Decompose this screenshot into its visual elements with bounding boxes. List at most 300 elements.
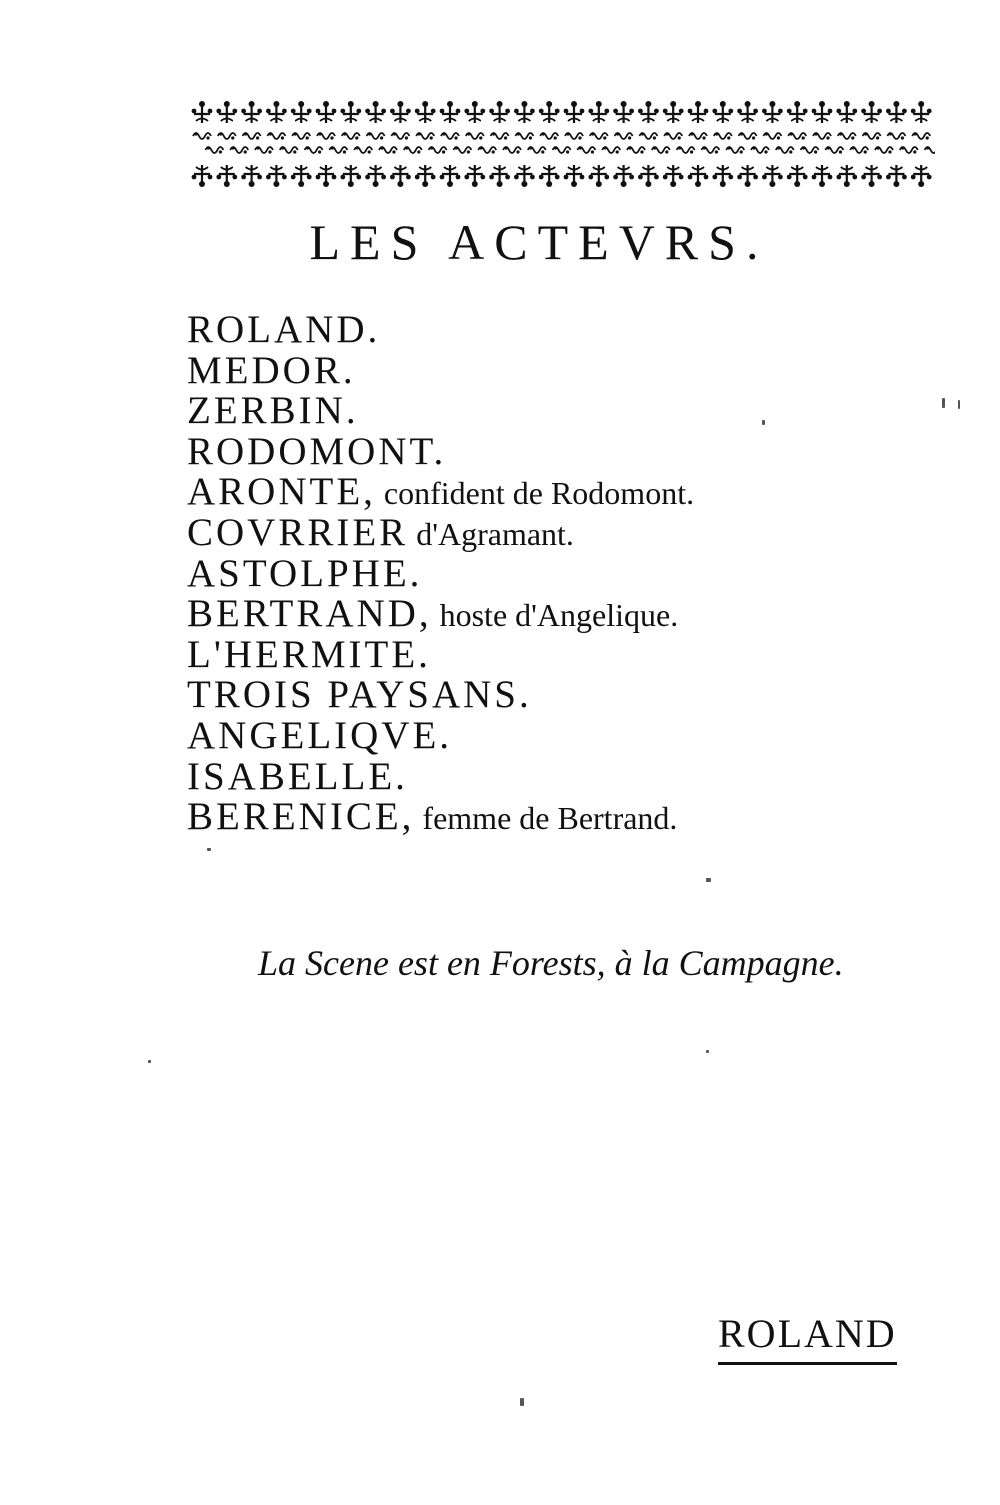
ink-speck xyxy=(520,1398,524,1406)
fleuron-bud xyxy=(456,109,461,114)
scroll-dot xyxy=(678,146,681,149)
scroll-dot xyxy=(876,136,879,139)
fleuron-bud xyxy=(216,109,221,114)
scroll-dot xyxy=(517,132,520,135)
fleuron-bud xyxy=(886,109,891,114)
scroll-dot xyxy=(331,146,334,149)
fleuron-ornament-icon xyxy=(190,98,935,190)
fleuron-bud xyxy=(688,175,693,180)
fleuron-bud xyxy=(745,101,751,107)
fleuron-bud xyxy=(844,181,850,187)
scroll-dot xyxy=(405,136,408,139)
scroll-dot xyxy=(764,150,767,153)
scroll-dot xyxy=(591,132,594,135)
scroll-dot xyxy=(268,150,271,153)
fleuron-bud xyxy=(192,109,197,114)
scroll-dot xyxy=(578,136,581,139)
fleuron-bud xyxy=(778,109,783,114)
fleuron-bud xyxy=(521,181,527,187)
scroll-dot xyxy=(851,136,854,139)
scroll-dot xyxy=(256,136,259,139)
scroll-dot xyxy=(604,146,607,149)
fleuron-bud xyxy=(431,109,436,114)
scroll-dot xyxy=(405,146,408,149)
fleuron-bud xyxy=(596,101,602,107)
fleuron-bud xyxy=(514,175,519,180)
scroll-dot xyxy=(207,146,210,149)
fleuron-bud xyxy=(769,181,775,187)
scroll-dot xyxy=(231,136,234,139)
scroll-dot xyxy=(690,150,693,153)
scroll-dot xyxy=(727,136,730,139)
fleuron-bud xyxy=(257,175,262,180)
fleuron-bud xyxy=(737,109,742,114)
fleuron-bud xyxy=(621,181,627,187)
scroll-dot xyxy=(790,132,793,135)
scroll-dot xyxy=(541,150,544,153)
scroll-dot xyxy=(665,150,668,153)
scroll-dot xyxy=(343,132,346,135)
fleuron-bud xyxy=(861,109,866,114)
fleuron-bud xyxy=(645,101,651,107)
cast-description: femme de Bertrand. xyxy=(414,800,678,837)
scroll-dot xyxy=(653,146,656,149)
scroll-dot xyxy=(554,136,557,139)
cast-name: BERTRAND, xyxy=(187,592,432,636)
scroll-dot xyxy=(219,132,222,135)
fleuron-bud xyxy=(447,181,453,187)
cast-item xyxy=(187,510,694,554)
scroll-dot xyxy=(616,150,619,153)
fleuron-bud xyxy=(397,181,403,187)
scroll-dot xyxy=(715,150,718,153)
scroll-dot xyxy=(827,146,830,149)
fleuron-bud xyxy=(712,109,717,114)
cast-name: ROLAND. xyxy=(187,308,381,351)
fleuron-bud xyxy=(415,175,420,180)
fleuron-bud xyxy=(745,181,751,187)
scroll-dot xyxy=(306,136,309,139)
fleuron-bud xyxy=(298,181,304,187)
scroll-dot xyxy=(814,132,817,135)
fleuron-bud xyxy=(266,109,271,114)
scroll-dot xyxy=(256,146,259,149)
scroll-dot xyxy=(641,132,644,135)
fleuron-bud xyxy=(844,101,850,107)
fleuron-bud xyxy=(456,175,461,180)
scroll-dot xyxy=(380,146,383,149)
fleuron-bud xyxy=(893,101,899,107)
fleuron-bud xyxy=(794,181,800,187)
fleuron-bud xyxy=(373,101,379,107)
fleuron-bud xyxy=(480,175,485,180)
scene-note: La Scene est en Forests, à la Campagne. xyxy=(258,943,844,983)
fleuron-bud xyxy=(613,175,618,180)
fleuron-bud xyxy=(787,109,792,114)
scroll-dot xyxy=(703,146,706,149)
fleuron-bud xyxy=(911,109,916,114)
fleuron-bud xyxy=(704,109,709,114)
scroll-dot xyxy=(740,150,743,153)
scroll-dot xyxy=(330,136,333,139)
scroll-dot xyxy=(194,132,197,135)
scroll-dot xyxy=(889,132,892,135)
fleuron-bud xyxy=(812,175,817,180)
scroll-dot xyxy=(380,136,383,139)
scroll-dot xyxy=(492,150,495,153)
cast-name: TROIS PAYSANS. xyxy=(187,673,532,717)
fleuron-bud xyxy=(927,109,932,114)
fleuron-bud xyxy=(340,109,345,114)
cast-name: ZERBIN. xyxy=(187,389,359,433)
fleuron-bud xyxy=(877,109,882,114)
fleuron-bud xyxy=(390,109,395,114)
scroll-dot xyxy=(479,136,482,139)
fleuron-bud xyxy=(753,109,758,114)
ink-speck xyxy=(942,398,945,408)
fleuron-bud xyxy=(249,181,255,187)
fleuron-bud xyxy=(828,175,833,180)
fleuron-bud xyxy=(918,181,924,187)
fleuron-bud xyxy=(836,109,841,114)
scroll-dot xyxy=(653,136,656,139)
fleuron-bud xyxy=(365,175,370,180)
fleuron-bud xyxy=(489,175,494,180)
cast-item xyxy=(187,713,694,757)
cast-name: ARONTE, xyxy=(187,470,376,514)
fleuron-bud xyxy=(348,101,354,107)
fleuron-bud xyxy=(323,181,329,187)
scroll-dot xyxy=(913,150,916,153)
scroll-dot xyxy=(752,136,755,139)
fleuron-bud xyxy=(282,109,287,114)
fleuron-bud xyxy=(489,109,494,114)
fleuron-bud xyxy=(530,109,535,114)
scroll-dot xyxy=(839,132,842,135)
cast-name: BERENICE, xyxy=(187,795,415,839)
scroll-dot xyxy=(616,132,619,135)
fleuron-bud xyxy=(580,109,585,114)
fleuron-bud xyxy=(431,175,436,180)
ink-speck xyxy=(148,1060,151,1063)
fleuron-bud xyxy=(663,109,668,114)
scroll-dot xyxy=(926,136,929,139)
fleuron-bud xyxy=(803,175,808,180)
scroll-dot xyxy=(814,150,817,153)
fleuron-bud xyxy=(307,109,312,114)
scroll-dot xyxy=(777,136,780,139)
fleuron-bud xyxy=(249,101,255,107)
scroll-dot xyxy=(455,146,458,149)
fleuron-bud xyxy=(216,175,221,180)
fleuron-bud xyxy=(688,109,693,114)
fleuron-bud xyxy=(316,109,321,114)
fleuron-bud xyxy=(273,101,279,107)
fleuron-bud xyxy=(812,109,817,114)
scroll-dot xyxy=(293,150,296,153)
scroll-dot xyxy=(690,132,693,135)
scroll-dot xyxy=(752,146,755,149)
fleuron-bud xyxy=(720,181,726,187)
scroll-dot xyxy=(393,132,396,135)
fleuron-bud xyxy=(588,175,593,180)
cast-item xyxy=(187,594,694,635)
fleuron-bud xyxy=(472,181,478,187)
scroll-dot xyxy=(789,150,792,153)
fleuron-bud xyxy=(728,109,733,114)
cast-item xyxy=(187,797,694,838)
scroll-dot xyxy=(566,132,569,135)
fleuron-bud xyxy=(497,181,503,187)
scroll-dot xyxy=(368,132,371,135)
scroll-dot xyxy=(640,150,643,153)
page-heading: LES ACTEVRS. xyxy=(309,214,769,270)
fleuron-bud xyxy=(282,175,287,180)
scroll-dot xyxy=(343,150,346,153)
fleuron-bud xyxy=(918,101,924,107)
fleuron-bud xyxy=(728,175,733,180)
fleuron-bud xyxy=(819,181,825,187)
fleuron-bud xyxy=(241,109,246,114)
scroll-dot xyxy=(603,136,606,139)
fleuron-bud xyxy=(464,175,469,180)
scroll-dot xyxy=(529,136,532,139)
cast-item xyxy=(187,429,694,473)
scroll-dot xyxy=(318,132,321,135)
cast-item xyxy=(187,754,694,798)
scroll-dot xyxy=(666,132,669,135)
fleuron-bud xyxy=(356,109,361,114)
fleuron-bud xyxy=(356,175,361,180)
fleuron-bud xyxy=(316,175,321,180)
fleuron-bud xyxy=(381,175,386,180)
ink-speck xyxy=(958,400,960,409)
cast-name: L'HERMITE. xyxy=(187,632,431,676)
fleuron-bud xyxy=(836,175,841,180)
scroll-dot xyxy=(368,150,371,153)
scroll-dot xyxy=(826,136,829,139)
fleuron-bud xyxy=(381,109,386,114)
fleuron-bud xyxy=(224,181,230,187)
cast-name: ANGELIQVE. xyxy=(187,713,453,757)
fleuron-bud xyxy=(877,175,882,180)
fleuron-bud xyxy=(422,101,428,107)
fleuron-bud xyxy=(663,175,668,180)
fleuron-bud xyxy=(332,109,337,114)
fleuron-bud xyxy=(886,175,891,180)
fleuron-bud xyxy=(571,181,577,187)
cast-item xyxy=(187,310,694,351)
fleuron-bud xyxy=(613,109,618,114)
scroll-dot xyxy=(529,146,532,149)
fleuron-bud xyxy=(571,101,577,107)
fleuron-bud xyxy=(629,109,634,114)
fleuron-bud xyxy=(348,181,354,187)
scroll-dot xyxy=(430,146,433,149)
fleuron-bud xyxy=(737,175,742,180)
fleuron-bud xyxy=(911,175,916,180)
scroll-dot xyxy=(864,132,867,135)
scroll-dot xyxy=(318,150,321,153)
fleuron-bud xyxy=(323,101,329,107)
scroll-dot xyxy=(901,136,904,139)
fleuron-bud xyxy=(224,101,230,107)
scroll-dot xyxy=(480,146,483,149)
fleuron-bud xyxy=(604,109,609,114)
scroll-dot xyxy=(355,136,358,139)
cast-name: ISABELLE. xyxy=(187,754,408,798)
fleuron-bud xyxy=(580,175,585,180)
fleuron-bud xyxy=(695,101,701,107)
fleuron-bud xyxy=(588,109,593,114)
fleuron-bud xyxy=(604,175,609,180)
catchword: ROLAND xyxy=(718,1308,897,1365)
fleuron-bud xyxy=(307,175,312,180)
fleuron-bud xyxy=(555,175,560,180)
scroll-dot xyxy=(467,132,470,135)
fleuron-bud xyxy=(762,109,767,114)
fleuron-bud xyxy=(232,175,237,180)
scroll-dot xyxy=(306,146,309,149)
fleuron-bud xyxy=(415,109,420,114)
scroll-dot xyxy=(802,146,805,149)
fleuron-bud xyxy=(769,101,775,107)
scroll-dot xyxy=(219,150,222,153)
scroll-dot xyxy=(269,132,272,135)
scroll-dot xyxy=(232,146,235,149)
cast-description: hoste d'Angelique. xyxy=(431,597,679,634)
fleuron-bud xyxy=(555,109,560,114)
scroll-dot xyxy=(864,150,867,153)
cast-name: COVRRIER xyxy=(187,510,409,554)
scroll-dot xyxy=(417,150,420,153)
fleuron-bud xyxy=(927,175,932,180)
ink-speck xyxy=(706,1050,709,1053)
cast-description: confident de Rodomont. xyxy=(375,475,695,512)
fleuron-bud xyxy=(521,101,527,107)
fleuron-bud xyxy=(291,109,296,114)
fleuron-bud xyxy=(695,181,701,187)
fleuron-bud xyxy=(546,181,552,187)
fleuron-bud xyxy=(893,181,899,187)
fleuron-bud xyxy=(192,175,197,180)
cast-item xyxy=(187,472,694,513)
scroll-dot xyxy=(740,132,743,135)
fleuron-bud xyxy=(273,181,279,187)
fleuron-bud xyxy=(564,175,569,180)
cast-name: ASTOLPHE. xyxy=(187,551,423,595)
scroll-dot xyxy=(430,136,433,139)
scroll-dot xyxy=(914,132,917,135)
fleuron-bud xyxy=(670,101,676,107)
fleuron-bud xyxy=(852,175,857,180)
scroll-dot xyxy=(504,136,507,139)
scroll-dot xyxy=(554,146,557,149)
scroll-dot xyxy=(702,136,705,139)
fleuron-bud xyxy=(497,101,503,107)
fleuron-bud xyxy=(564,109,569,114)
fleuron-bud xyxy=(447,101,453,107)
fleuron-bud xyxy=(539,109,544,114)
fleuron-bud xyxy=(861,175,866,180)
fleuron-bud xyxy=(406,175,411,180)
scroll-dot xyxy=(876,146,879,149)
fleuron-bud xyxy=(704,175,709,180)
scroll-dot xyxy=(454,136,457,139)
scroll-dot xyxy=(728,146,731,149)
scroll-dot xyxy=(678,136,681,139)
scroll-dot xyxy=(244,150,247,153)
scroll-dot xyxy=(926,146,929,149)
fleuron-bud xyxy=(621,101,627,107)
scroll-dot xyxy=(281,146,284,149)
scroll-dot xyxy=(591,150,594,153)
fleuron-bud xyxy=(530,175,535,180)
fleuron-bud xyxy=(794,101,800,107)
scroll-dot xyxy=(516,150,519,153)
fleuron-bud xyxy=(365,109,370,114)
decorative-ornament-band xyxy=(190,98,935,190)
scroll-dot xyxy=(356,146,359,149)
ink-speck xyxy=(762,420,765,425)
fleuron-bud xyxy=(390,175,395,180)
fleuron-bud xyxy=(902,109,907,114)
fleuron-bud xyxy=(803,109,808,114)
fleuron-bud xyxy=(340,175,345,180)
scroll-dot xyxy=(467,150,470,153)
scroll-dot xyxy=(442,150,445,153)
scroll-dot xyxy=(244,132,247,135)
fleuron-bud xyxy=(480,109,485,114)
scroll-dot xyxy=(504,146,507,149)
scroll-dot xyxy=(566,150,569,153)
fleuron-bud xyxy=(679,109,684,114)
fleuron-bud xyxy=(638,175,643,180)
cast-name: RODOMONT. xyxy=(187,429,447,473)
scroll-dot xyxy=(765,132,768,135)
fleuron-bud xyxy=(546,101,552,107)
fleuron-bud xyxy=(645,181,651,187)
fleuron-bud xyxy=(241,175,246,180)
fleuron-bud xyxy=(373,181,379,187)
cast-item xyxy=(187,551,694,595)
fleuron-bud xyxy=(397,101,403,107)
cast-item xyxy=(187,391,694,432)
cast-description: d'Agramant. xyxy=(408,515,574,552)
cast-item xyxy=(187,675,694,716)
fleuron-bud xyxy=(654,175,659,180)
fleuron-bud xyxy=(208,109,213,114)
fleuron-bud xyxy=(505,109,510,114)
scroll-dot xyxy=(418,132,421,135)
scroll-dot xyxy=(442,132,445,135)
scroll-dot xyxy=(888,150,891,153)
scroll-dot xyxy=(802,136,805,139)
fleuron-bud xyxy=(762,175,767,180)
fleuron-bud xyxy=(869,181,875,187)
scroll-dot xyxy=(777,146,780,149)
fleuron-bud xyxy=(422,181,428,187)
fleuron-bud xyxy=(638,109,643,114)
fleuron-bud xyxy=(679,175,684,180)
scroll-dot xyxy=(542,132,545,135)
fleuron-bud xyxy=(257,109,262,114)
scroll-dot xyxy=(901,146,904,149)
fleuron-bud xyxy=(472,101,478,107)
fleuron-bud xyxy=(869,101,875,107)
fleuron-bud xyxy=(232,109,237,114)
fleuron-bud xyxy=(778,175,783,180)
